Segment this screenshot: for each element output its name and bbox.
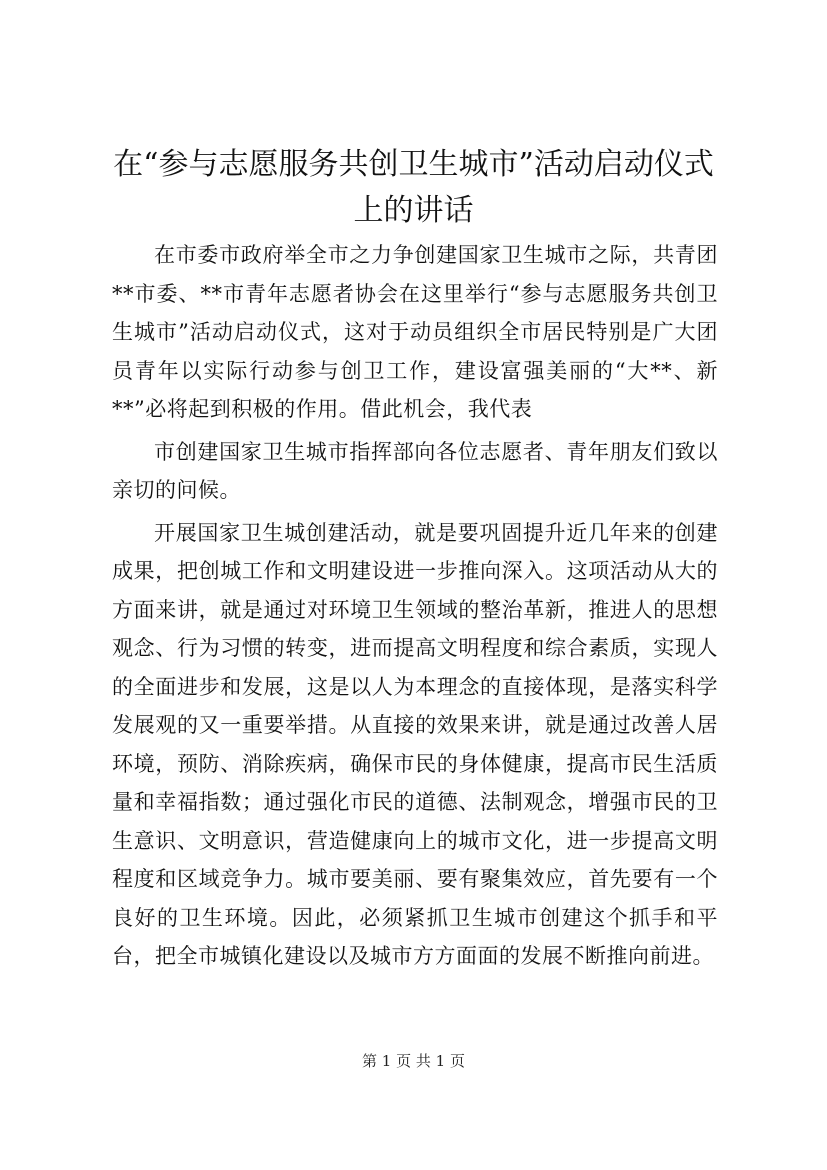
document-title: 在“参与志愿服务共创卫生城市”活动启动仪式上的讲话 xyxy=(113,147,714,228)
body-paragraph: 市创建国家卫生城市指挥部向各位志愿者、青年朋友们致以亲切的问候。 xyxy=(112,439,718,502)
page-footer: 第 1 页 共 1 页 xyxy=(362,1052,465,1070)
body-paragraph: 在市委市政府举全市之力争创建国家卫生城市之际，共青团**市委、**市青年志愿者协会在这里举行“参与志愿服务共创卫生城市”活动启动仪式，这对于动员组织全市居民特别是广大团员青年以实际行动参与创卫工作，建设富强美丽的“大**、新**”必将起到积极的作用。借此机会，我代表 xyxy=(112,243,718,421)
body-paragraph: 开展国家卫生城创建活动，就是要巩固提升近几年来的创建成果，把创城工作和文明建设进一步推向深入。这项活动从大的方面来讲，就是通过对环境卫生领域的整治革新，推进人的思想观念、行为习惯的转变，进而提高文明程度和综合素质，实现人的全面进步和发展，这是以人为本理念的直接体现，是落实科学发展观的又一重要举措。从直接的效果来讲，就是通过改善人居环境，预防、消除疾病，确保市民的身体健康，提高市民生活质量和幸福指数；通过强化市民的道德、法制观念，增强市民的卫生意识、文明意识，营造健康向上的城市文化，进一步提高文明程度和区域竞争力。城市要美丽、要有聚集效应，首先要有一个良好的卫生环境。因此，必须紧抓卫生城市创建这个抓手和平台，把全市城镇化建设以及城市方方面面的发展不断推向前进。 xyxy=(112,520,718,968)
document-body xyxy=(112,236,718,980)
